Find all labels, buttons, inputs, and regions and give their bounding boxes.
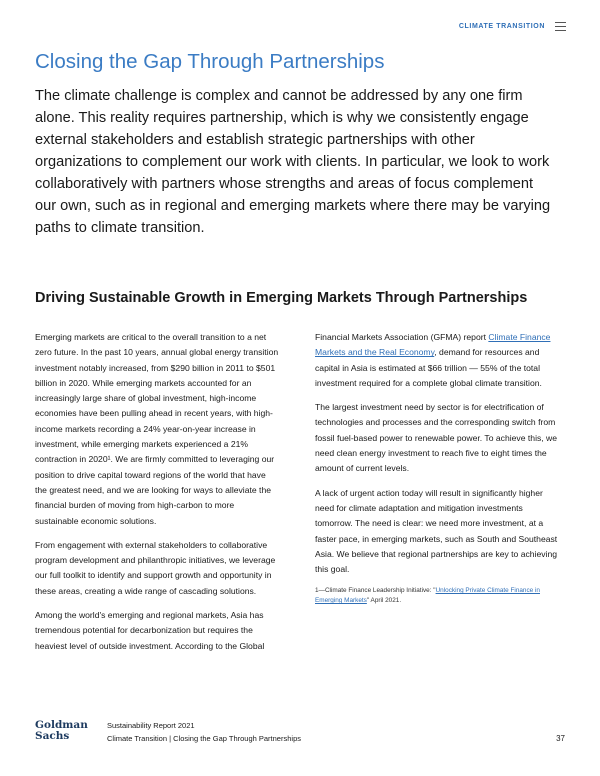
top-bar [459, 22, 566, 31]
right-column [315, 330, 560, 614]
logo-line-2: Sachs [35, 729, 70, 742]
report-title: Sustainability Report 2021 [107, 721, 195, 730]
left-paragraph-1: Emerging markets are critical to the overall transition to a net zero future. In the past 10 years, annual global energy transition investment notably increased, from $290 billion in 2011 to $501 billion in 2020. While emerging markets accounted for an increasingly large share of global investment, high-income economies have been pulling ahead in recent years, with high-income markets recording a 24% year-on-year increase in investment, while emerging markets experienced a 21% contraction in 2020¹. We are firmly committed to leveraging our position to drive capital toward regions of the world that have the greatest need, and we are looking for ways to alleviate the financial burden of moving from high-carbon to more sustainable economic solutions. [35, 332, 279, 526]
section-subheading: Driving Sustainable Growth in Emerging Markets Through Partnerships [35, 290, 528, 306]
page-title: Closing the Gap Through Partnerships [35, 50, 385, 73]
footnote [315, 586, 560, 605]
page-footer [35, 718, 565, 748]
goldman-sachs-logo [35, 720, 88, 741]
footnote-start: 1—Climate Finance Leadership Initiative: " [315, 587, 436, 595]
page-number: 37 [556, 734, 565, 743]
right-paragraph-1-end: , demand for resources and capital in Asia is estimated at $66 trillion — 55% of the total investment required for a complete global climate transition. [315, 347, 542, 388]
section-label[interactable]: CLIMATE TRANSITION [458, 23, 545, 30]
right-paragraph-2: The largest investment need by sector is for electrification of technologies and processes and the corresponding switch from fossil fuel-based power to renewable power. To achieve this, we need clean energy investment to reach five to eight times the amount of current levels. [315, 402, 558, 474]
hamburger-menu-icon[interactable] [555, 22, 566, 31]
left-paragraph-3: Among the world's emerging and regional markets, Asia has tremendous potential for decarbonization but requires the heaviest level of outside investment. According to the Global [35, 610, 265, 651]
right-paragraph-3: A lack of urgent action today will result in significantly higher need for climate adaptation and mitigation investments tomorrow. The need is clear: we need more investment, at a faster pace, in emerging markets, such as South and Southeast Asia. We believe that regional partnerships are key to achieving this goal. [315, 487, 558, 575]
logo-line-1: Goldman [35, 719, 88, 731]
gfma-report-link[interactable]: Climate Finance Markets and the Real Economy [315, 332, 551, 358]
left-paragraph-2: From engagement with external stakeholders to collaborative program development and philanthropic initiatives, we leverage our full toolkit to identify and support growth and opportunity in these areas, creating a wide range of cascading solutions. [35, 539, 276, 596]
footnote-end: " April 2021. [366, 596, 402, 604]
footnote-link[interactable]: Unlocking Private Climate Finance in Emerging Markets [315, 587, 540, 604]
right-paragraph-1-start: Financial Markets Association (GFMA) report [315, 332, 489, 342]
intro-paragraph: The climate challenge is complex and cannot be addressed by any one firm alone. This reality requires partnership, which is why we consistently engage external stakeholders and establish strategic partnerships with other organizations to complement our work with clients. In particular, we look to work collaboratively with partners whose strengths and areas of focus complement our own, such as in regional and emerging markets where there may be varying paths to climate transition. [35, 88, 551, 236]
right-paragraph-1 [315, 330, 560, 391]
left-column [35, 330, 280, 663]
footer-breadcrumb: Climate Transition | Closing the Gap Through Partnerships [107, 734, 301, 743]
